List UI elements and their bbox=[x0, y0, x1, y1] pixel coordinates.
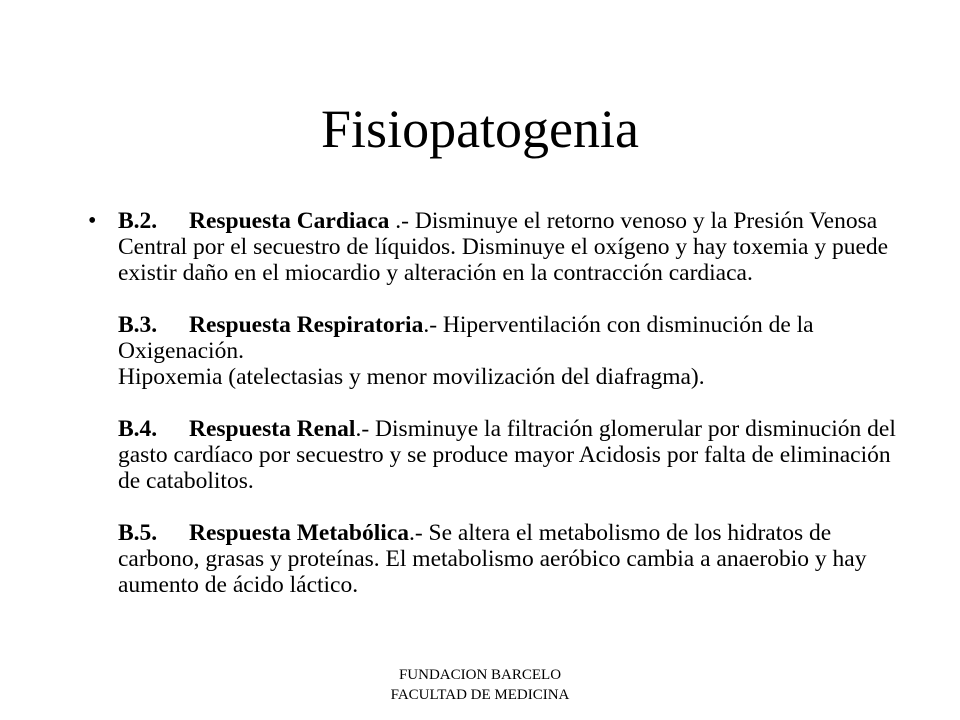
section-paragraph bbox=[118, 416, 898, 494]
section-text: .- Hiperventilación con disminución de la Oxigenación. bbox=[118, 312, 814, 364]
section-heading: Respuesta Metabólica bbox=[189, 520, 409, 546]
section-paragraph bbox=[118, 520, 898, 598]
section-paragraph bbox=[118, 312, 898, 364]
section-text: .- Disminuye la filtración glomerular por disminución del gasto cardíaco por secuestro y se produce mayor Acidosis por falta de eliminación de catabolitos. bbox=[118, 416, 896, 494]
bullet-icon: • bbox=[88, 208, 97, 234]
section-text: .- Disminuye el retorno venoso y la Presión Venosa Central por el secuestro de líquidos. Disminuye el oxígeno y hay toxemia y puede existir daño en el miocardio y alteración en la contracción cardiaca. bbox=[118, 208, 889, 286]
section-heading: Respuesta Renal bbox=[189, 416, 356, 442]
slide-body bbox=[118, 208, 898, 598]
section-renal-response bbox=[118, 416, 898, 494]
section-cardiac-response bbox=[118, 208, 898, 286]
section-heading: Respuesta Respiratoria bbox=[189, 312, 424, 338]
section-respiratory-response bbox=[118, 312, 898, 390]
footer-institution: FUNDACION BARCELO bbox=[398, 667, 562, 683]
section-metabolic-response bbox=[118, 520, 898, 598]
section-heading: Respuesta Cardiaca bbox=[189, 208, 390, 234]
slide-footer bbox=[0, 665, 960, 705]
section-code: B.2. bbox=[118, 208, 158, 234]
section-paragraph bbox=[118, 208, 898, 286]
slide-title: Fisiopatogenia bbox=[321, 99, 639, 159]
section-code: B.3. bbox=[118, 312, 158, 338]
section-code: B.4. bbox=[118, 416, 158, 442]
section-extra-line: Hipoxemia (atelectasias y menor movilización del diafragma). bbox=[118, 364, 705, 390]
section-code: B.5. bbox=[118, 520, 158, 546]
footer-faculty: FACULTAD DE MEDICINA bbox=[390, 687, 570, 703]
section-text: .- Se altera el metabolismo de los hidratos de carbono, grasas y proteínas. El metabolismo aeróbico cambia a anaerobio y hay aumento de ácido láctico. bbox=[118, 520, 867, 598]
